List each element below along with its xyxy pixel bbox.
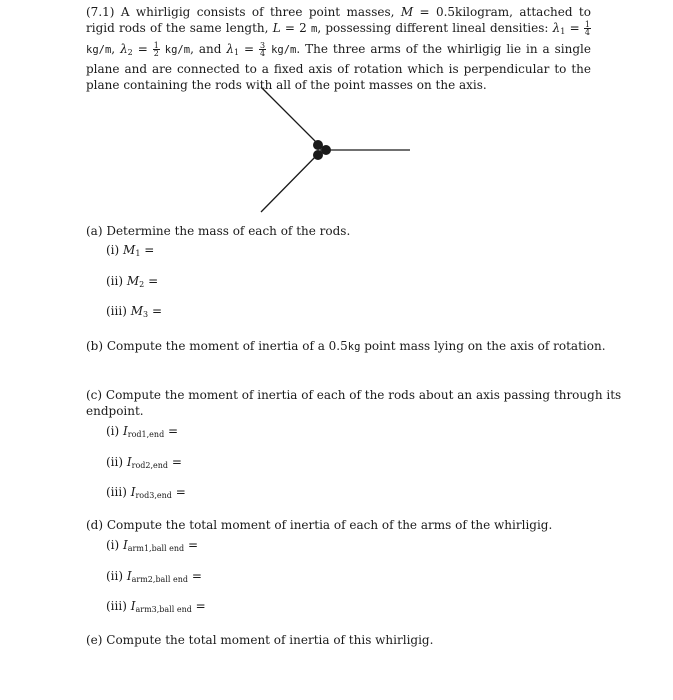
part-d-heading: (d) Compute the total moment of inertia of each of the arms of the whirligig. [86,518,553,532]
part-a-item-3: (iii) $M_3$ = [106,304,162,319]
part-c-item-2: (ii) $I_{rod2,end}$ = [106,455,182,470]
part-d-item-3: (iii) $I_{arm3,ball end}$ = [106,599,206,614]
part-b-heading: (b) Compute the moment of inertia of a 0.5kg point mass lying on the axis of rotation. [86,339,606,353]
whirligig-arm-upper [261,87,320,146]
part-c-heading-line1: (c) Compute the moment of inertia of each of the rods about an axis passing through its [86,388,622,402]
whirligig-diagram [250,82,420,217]
part-e-heading: (e) Compute the total moment of inertia of this whirligig. [86,633,434,647]
part-c-item-1: (i) $I_{rod1,end}$ = [106,424,179,439]
part-c-heading-line2: endpoint. [86,404,144,418]
problem-number: (7.1) [86,5,115,19]
part-c-item-3: (iii) $I_{rod3,end}$ = [106,485,186,500]
part-d-item-2: (ii) $I_{arm2,ball end}$ = [106,569,202,584]
problem-statement: (7.1) A whirligig consists of three point masses, M = 0.5kilogram, attached to rigid rods of the same length, L = 2 m, possessing different lineal densities: $\lambda_1$ = $\frac{1}{4}$ kg/m, $\lambda_2$ = $\frac{1}{2}$ kg/m, and $\lambda_1$ = $\frac{3}{4}$ kg/m. The three arms of the whirligig lie in a single plane and are connected to a fixed axis of rotation which is perpendicular to the plane containing the rods with all of the point masses on the axis. [86,5,591,93]
whirligig-arm-lower [261,152,320,212]
point-mass-3 [313,150,323,160]
lambda2-fraction: $\frac{1}{2}$ [153,40,159,58]
lambda1-fraction: $\frac{1}{4}$ [584,20,590,38]
part-a-item-2: (ii) $M_2$ = [106,274,159,289]
part-a-item-1: (i) $M_1$ = [106,243,155,258]
part-d-item-1: (i) $I_{arm1,ball end}$ = [106,538,199,553]
part-a-heading: (a) Determine the mass of each of the rods. [86,224,351,238]
lambda3-fraction: $\frac{3}{4}$ [260,40,266,58]
